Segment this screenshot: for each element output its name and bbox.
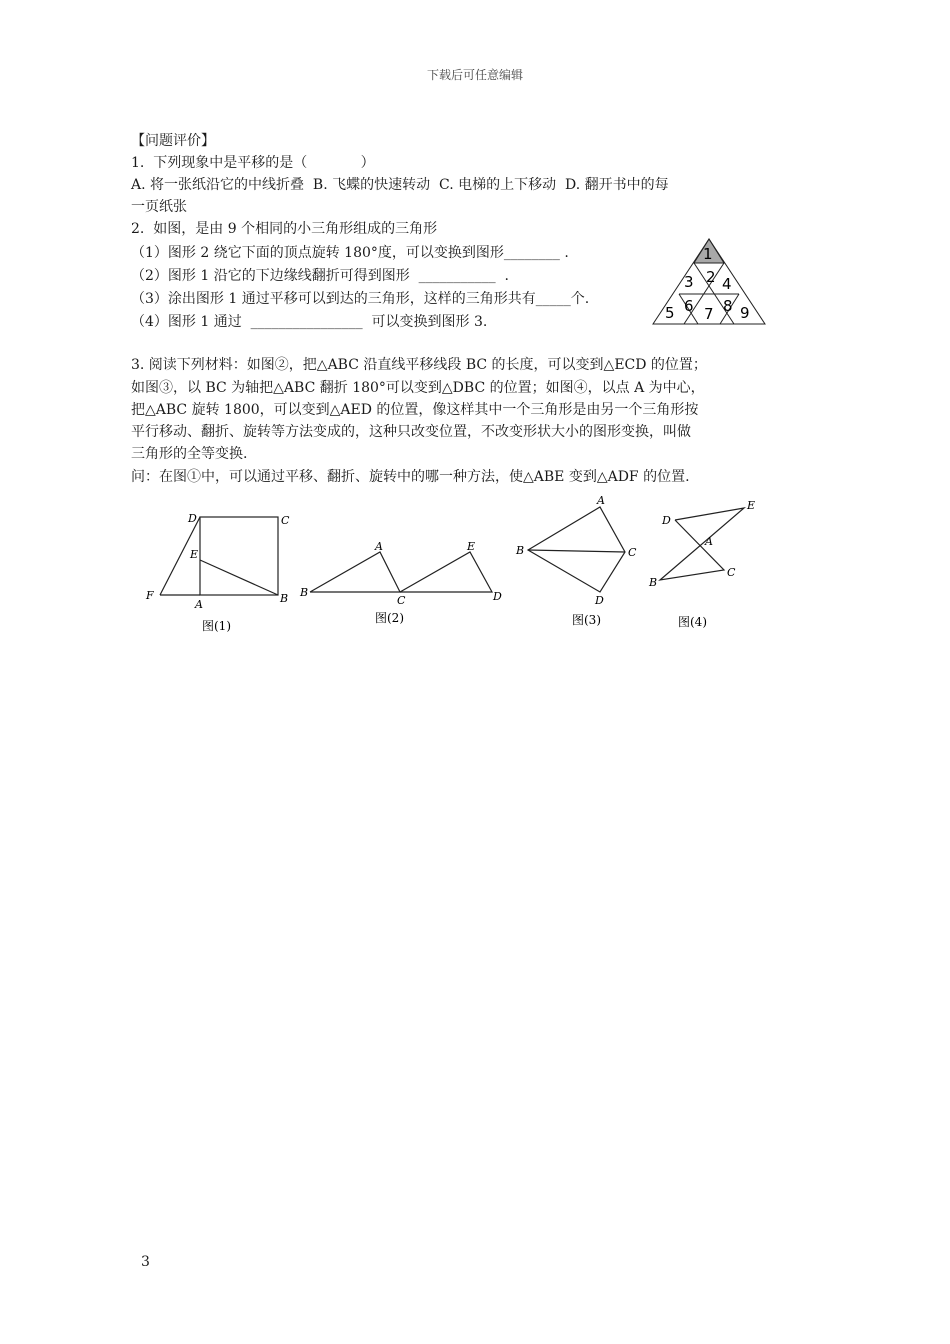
triangle-label-5: 5 [665,304,675,322]
triangle-label-7: 7 [704,305,714,323]
fig4-label-d: D [662,514,671,527]
q3-question: 问：在图①中，可以通过平移、翻折、旋转中的哪一种方法，使△ABE 变到△ADF 的位置. [131,469,690,485]
fig4-caption: 图(4) [678,615,707,629]
fig4-label-a: A [705,535,713,548]
figure-2 [310,552,492,592]
fig1-label-d: D [188,512,197,525]
fig3-label-c: C [628,546,637,559]
q2-sub4: （4）图形 1 通过 ________________ 可以变换到图形 3. [131,314,488,330]
q3-line5: 三角形的全等变换. [131,446,248,462]
fig3-caption: 图(3) [572,613,601,627]
fig1-label-f: F [146,589,154,602]
fig2-label-a: A [375,540,383,553]
fig2-label-b: B [300,586,309,599]
triangle-label-2: 2 [706,268,716,286]
q1-options: A. 将一张纸沿它的中线折叠 B. 飞蝶的快速转动 C. 电梯的上下移动 D. 翻开书中的每 [131,177,669,193]
fig4-label-e: E [747,499,756,512]
triangle-label-6: 6 [684,297,694,315]
triangle-label-1: 1 [703,245,713,263]
fig2-label-c: C [397,594,406,607]
triangle-label-4: 4 [722,275,732,293]
fig1-caption: 图(1) [202,619,231,633]
q1-options-cont: 一页纸张 [131,199,187,215]
geometry-figures [130,492,790,637]
q3-line2: 如图③，以 BC 为轴把△ABC 翻折 180°可以变到△DBC 的位置；如图④，以点 A 为中心， [131,380,705,396]
fig2-label-e: E [467,540,476,553]
fig1-label-c: C [281,514,290,527]
fig3-label-a: A [597,494,605,507]
q2-sub2: （2）图形 1 沿它的下边缘线翻折可得到图形 ___________ . [131,268,509,284]
triangle-label-3: 3 [684,273,694,291]
page-number: 3 [141,1254,150,1270]
triangle-label-9: 9 [740,304,750,322]
q1-stem: 1. 下列现象中是平移的是（ ） [131,155,375,171]
q3-line3: 把△ABC 旋转 1800，可以变到△AED 的位置，像这样其中一个三角形是由另一个三角形按 [131,402,699,418]
q3-line4: 平行移动、翻折、旋转等方法变成的，这种只改变位置，不改变形状大小的图形变换，叫做 [131,424,691,440]
q2-sub1: （1）图形 2 绕它下面的顶点旋转 180°度，可以变换到图形________ . [131,245,569,261]
nine-triangle-figure [650,236,770,328]
figure-3 [528,507,625,592]
fig3-label-b: B [516,544,525,557]
fig2-label-d: D [493,590,502,603]
fig1-label-a: A [195,598,203,611]
fig4-label-c: C [727,566,736,579]
q3-line1: 3. 阅读下列材料：如图②，把△ABC 沿直线平移线段 BC 的长度，可以变到△ECD 的位置； [131,357,707,373]
q2-sub3: （3）涂出图形 1 通过平移可以到达的三角形，这样的三角形共有_____个. [131,291,590,307]
triangle-label-8: 8 [723,297,733,315]
fig4-label-b: B [649,576,658,589]
figure-1 [160,517,278,595]
fig1-label-e: E [190,548,199,561]
fig1-label-b: B [280,592,289,605]
fig2-caption: 图(2) [375,611,404,625]
page-header: 下载后可任意编辑 [426,68,523,82]
fig3-label-d: D [595,594,604,607]
q2-stem: 2. 如图，是由 9 个相同的小三角形组成的三角形 [131,221,438,237]
section-title: 【问题评价】 [131,133,215,149]
